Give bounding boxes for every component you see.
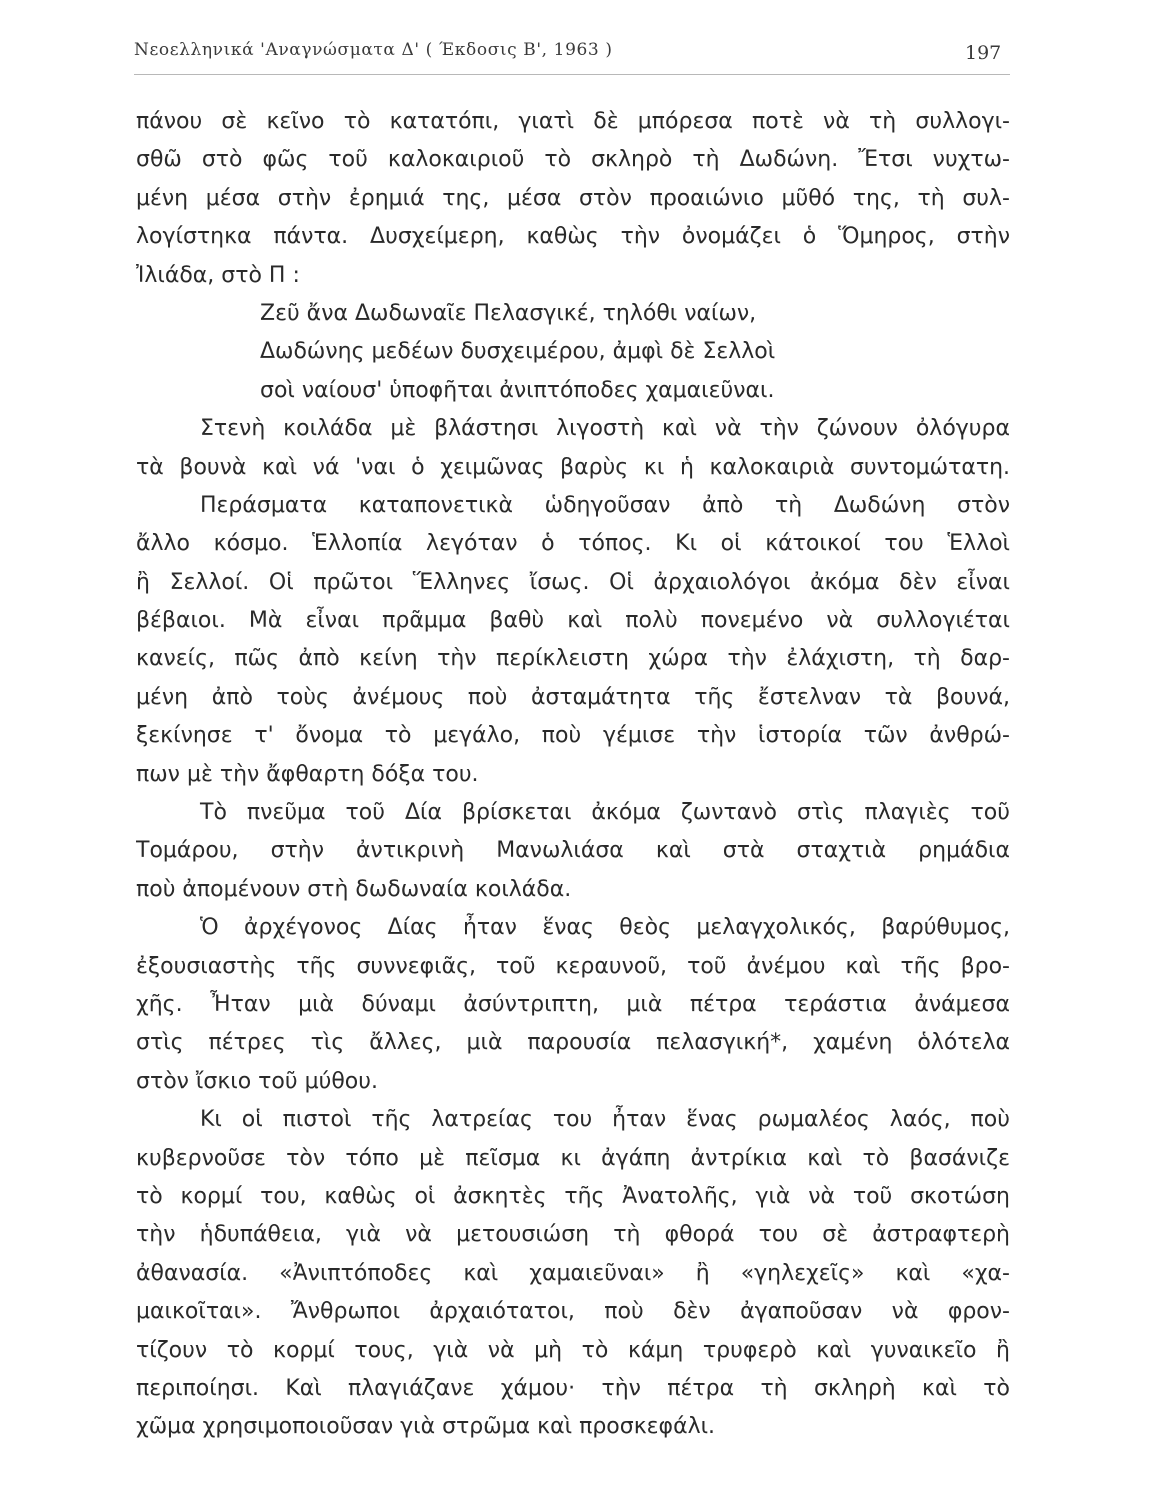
text-line: τίζουν τὸ κορμί τους, γιὰ νὰ μὴ τὸ κάμη τρυφερὸ καὶ γυναικεῖο ἢ <box>136 1337 1010 1363</box>
text-line: χῆς. Ἦταν μιὰ δύναμι ἀσύντριπτη, μιὰ πέτρα τεράστια ἀνάμεσα <box>136 991 1010 1017</box>
text-line: μαικοῖται». Ἄνθρωποι ἀρχαιότατοι, ποὺ δὲν ἀγαποῦσαν νὰ φρον- <box>136 1299 1010 1325</box>
text-line: πων μὲ τὴν ἄφθαρτη δόξα του. <box>136 761 479 787</box>
text-line: περιποίησι. Καὶ πλαγιάζανε χάμου· τὴν πέτρα τὴ σκληρὴ καὶ τὸ <box>136 1375 1010 1401</box>
text-line: μένη ἀπὸ τοὺς ἀνέμους ποὺ ἀσταμάτητα τῆς ἔστελναν τὰ βουνά, <box>136 684 1010 710</box>
text-line: μένη μέσα στὴν ἐρημιά της, μέσα στὸν προαιώνιο μῦθό της, τὴ συλ- <box>136 185 1010 211</box>
text-line: χῶμα χρησιμοποιοῦσαν γιὰ στρῶμα καὶ προσκεφάλι. <box>136 1414 716 1440</box>
verse-line: Δωδώνης μεδέων δυσχειμέρου, ἀμφὶ δὲ Σελλοὶ <box>260 339 776 365</box>
text-line: Ὁ ἀρχέγονος Δίας ἦταν ἕνας θεὸς μελαγχολικός, βαρύθυμος, <box>200 915 1010 941</box>
text-line: τὸ κορμί του, καθὼς οἱ ἀσκητὲς τῆς Ἀνατολῆς, γιὰ νὰ τοῦ σκοτώση <box>136 1183 1010 1209</box>
text-line: σθῶ στὸ φῶς τοῦ καλοκαιριοῦ τὸ σκληρὸ τὴ Δωδώνη. Ἔτσι νυχτω- <box>136 147 1010 173</box>
text-line: Περάσματα καταπονετικὰ ὡδηγοῦσαν ἀπὸ τὴ Δωδώνη στὸν <box>200 492 1010 518</box>
text-line: Τομάρου, στὴν ἀντικρινὴ Μανωλιάσα καὶ στὰ σταχτιὰ ρημάδια <box>136 838 1010 864</box>
text-line: πάνου σὲ κεῖνο τὸ κατατόπι, γιατὶ δὲ μπόρεσα ποτὲ νὰ τὴ συλλογι- <box>136 109 1010 134</box>
text-line: κανείς, πῶς ἀπὸ κείνη τὴν περίκλειστη χώρα τὴν ἐλάχιστη, τὴ δαρ- <box>136 646 1010 672</box>
text-line: τὰ βουνὰ καὶ νά 'ναι ὁ χειμῶνας βαρὺς κι ἡ καλοκαιριὰ συντομώτατη. <box>136 454 1010 480</box>
text-line: στὶς πέτρες τὶς ἄλλες, μιὰ παρουσία πελασγική*, χαμένη ὁλότελα <box>136 1030 1010 1056</box>
text-line: λογίστηκα πάντα. Δυσχείμερη, καθὼς τὴν ὀνομάζει ὁ Ὅμηρος, στὴν <box>136 224 1010 250</box>
text-line: τὴν ἡδυπάθεια, γιὰ νὰ μετουσιώση τὴ φθορά του σὲ ἀστραφτερὴ <box>136 1222 1010 1248</box>
text-line: Ἰλιάδα, στὸ Π : <box>136 262 300 288</box>
text-line: κυβερνοῦσε τὸν τόπο μὲ πεῖσμα κι ἀγάπη ἀντρίκια καὶ τὸ βασάνιζε <box>136 1145 1010 1171</box>
header-rule <box>134 74 1010 75</box>
running-title: Νεοελληνικά 'Αναγνώσματα Δ' ( Έκδοσις Β', 1963 ) <box>134 40 613 60</box>
text-line: ξεκίνησε τ' ὄνομα τὸ μεγάλο, ποὺ γέμισε τὴν ἱστορία τῶν ἀνθρώ- <box>136 723 1010 749</box>
text-line: ἀθανασία. «Ἀνιπτόποδες καὶ χαμαιεῦναι» ἢ «γηλεχεῖς» καὶ «χα- <box>136 1260 1010 1286</box>
text-line: ἄλλο κόσμο. Ἑλλοπία λεγόταν ὁ τόπος. Κι οἱ κάτοικοί του Ἑλλοὶ <box>136 531 1010 557</box>
verse-line: Ζεῦ ἄνα Δωδωναῖε Πελασγικέ, τηλόθι ναίων, <box>260 300 757 326</box>
text-line: βέβαιοι. Μὰ εἶναι πρᾶμμα βαθὺ καὶ πολὺ πονεμένο νὰ συλλογιέται <box>136 608 1010 634</box>
page-number: 197 <box>965 42 1002 64</box>
body-text <box>136 103 1010 1447</box>
text-line: ἐξουσιαστὴς τῆς συννεφιᾶς, τοῦ κεραυνοῦ, τοῦ ἀνέμου καὶ τῆς βρο- <box>136 953 1010 979</box>
text-line: Στενὴ κοιλάδα μὲ βλάστησι λιγοστὴ καὶ νὰ τὴν ζώνουν ὀλόγυρα <box>200 416 1010 442</box>
text-line: Τὸ πνεῦμα τοῦ Δία βρίσκεται ἀκόμα ζωντανὸ στὶς πλαγιὲς τοῦ <box>200 800 1010 826</box>
text-line: ποὺ ἀπομένουν στὴ δωδωναία κοιλάδα. <box>136 876 572 902</box>
verse-line: σοὶ ναίουσ' ὑποφῆται ἀνιπτόποδες χαμαιεῦναι. <box>260 377 775 403</box>
text-line: Κι οἱ πιστοὶ τῆς λατρείας του ἦταν ἕνας ρωμαλέος λαός, ποὺ <box>200 1107 1010 1133</box>
text-line: στὸν ἴσκιο τοῦ μύθου. <box>136 1068 378 1094</box>
text-line: ἢ Σελλοί. Οἱ πρῶτοι Ἕλληνες ἴσως. Οἱ ἀρχαιολόγοι ἀκόμα δὲν εἶναι <box>136 569 1010 595</box>
